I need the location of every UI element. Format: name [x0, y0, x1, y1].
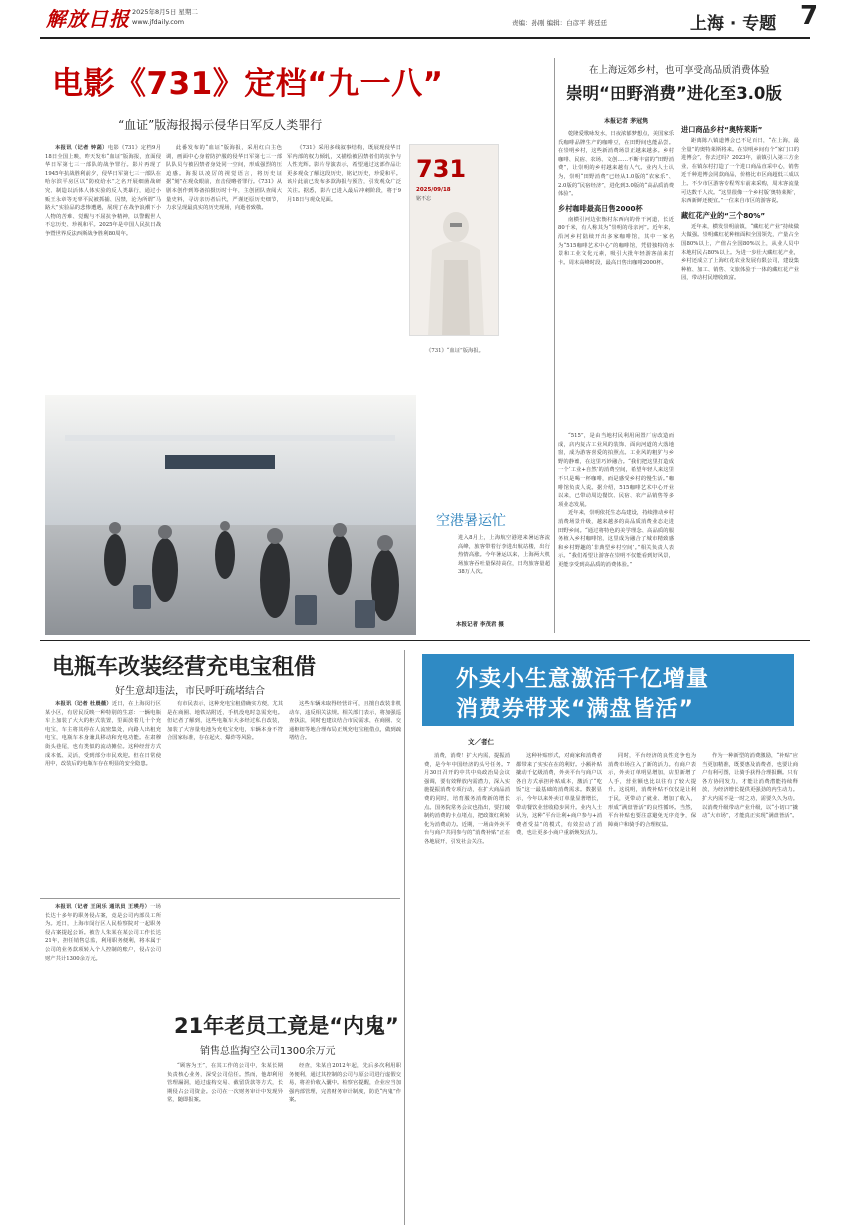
rural-subhead-coffee: 乡村咖啡最高日售2000杯 — [558, 203, 643, 213]
movie-column-3: 《731》采用多线叙事结构，既展现侵华日军内部的权力倾轧，又描绘被囚禁者们的抗争与人性光辉。影片导演表示，希望通过这部作品让更多观众了解这段历史，铭记历史，珍爱和平。该片此前已发布多款海报与预告，引发观众广泛关注。据悉，影片已进入最后冲刺阶段，将于9月18日与观众见面。 — [287, 145, 401, 203]
movie-byline: 本报讯（记者 钟菡） — [55, 145, 108, 151]
ebike-headline: 电瓶车改装经营充电宝租借 — [52, 655, 317, 680]
airport-photo — [45, 395, 416, 635]
masthead — [0, 0, 841, 36]
airport-caption-box — [420, 510, 550, 635]
rural-subhead-outlet: 进口商品乡村“奥特莱斯” — [681, 125, 763, 134]
delivery-column-4: 作为一种新型的消费激励，“补贴”应当更加精准，既要惠及消费者，也要让商户有利可图，让骑手获得合理报酬。只有各方协同发力，才能让消费潜能持续释放，为经济增长提供更强劲的内生动力。扩大内需不是一时之功，需要久久为功。以消费升级带动产业升级，以“小切口”撬动“大市场”，才能真正实现“满盘皆活”。 — [702, 753, 798, 820]
ebike-byline: 本报讯（记者 杜晨薇） — [55, 701, 112, 707]
insider-column-1: 本报讯（记者 王闲乐 通讯员 王瑛丹）一场长达十多年的职务侵占案，竟是公司内部员工所为。近日，上海市闵行区人民检察院对一起职务侵占案提起公诉。被告人朱某在某公司工作长达21年，担任销售总监，利用职务便利，将本属于公司的业务款项转入个人控制的账户，侵占公司财产共计1300余万元。 — [45, 904, 161, 962]
delivery-headline-line1: 外卖小生意激活千亿增量 — [456, 667, 710, 692]
delivery-byline: 文／者仁 — [468, 738, 494, 746]
website-url: www.jfdaily.com — [132, 18, 185, 26]
poster-tagline: 铭不忘 — [416, 196, 432, 202]
section-name: 上海 · 专题 — [690, 14, 777, 34]
insider-column-3: 经查，朱某自2012年起，先后多次利用职务便利，通过其控制的公司与原公司进行虚假交易，将差价收入囊中。检察官提醒，企业应当加强内部管理，完善财务审计制度，防范“内鬼”作案。 — [289, 1063, 401, 1104]
delivery-column-1: 消费，消费！扩大内需，提振消费，是今年中国经济的头号任务。7月30日召开的中共中央政治局会议强调，要有效释放内需潜力，深入实施提振消费专项行动，在扩大商品消费的同时，培育服务消费新的增长点。国务院常务会议也指出，要打破制约消费的卡点堵点，把政策红利转化为消费动力。近期，一场由外卖平台与商户共同参与的“消费补贴”正在各地展开，引发社会关注。 — [424, 753, 510, 845]
editors-line: 责编：孙刚 编辑：白彦平 蒋廷廷 — [512, 19, 608, 27]
poster-title: 731 — [416, 155, 467, 183]
rural-subhead-saffron: 藏红花产业的“三个80%” — [681, 210, 766, 220]
ebike-subheadline: 好生意却违法，市民呼吁疏堵结合 — [115, 686, 265, 697]
rural-column-2: “515”，是由当地村民利用闲置厂房改造而成，店内复古工业风的装饰、面向河道的大落地窗，成为游客喜爱的拍照点。工业风的粗犷与乡野的静谧，在这里巧妙融合。“我们把这里打造成一个‘工业+自然’的消费空间，希望年轻人来这里不只是喝一杯咖啡，而是感受乡村的慢生活。”咖啡馆负责人说。据介绍，515咖啡艺术中心开业以来，已带动周边餐饮、民宿、农产品销售等多项业态发展。 近年来，崇明依托生态岛建设，持续推动乡村消费场景升级，越来越多的高品质消费业态走进田野乡间。“通过将特色的美学理念、高品质的服务植入乡村咖啡馆，这里成为融合了城市精致感和乡村野趣的‘非典型乡村空间’。”相关负责人表示。“我们希望让游客在崇明不仅能看到好风景，更能享受到高品质的消费体验。” — [558, 433, 674, 568]
movie-column-2: 此番发布的“血证”版海报，采用红白主色调，画面中心身着防护服的侵华日军第七三一部队队员与被囚禁者身处同一空间，形成强烈的压迫感。海报以凌厉的视觉语言，将历史证据“刻”在观众眼前，直击侵略者罪行。《731》从剧本创作到筹备拍摄历时十年，主创团队查阅大量史料，寻访亲历者后代，严谨还原历史细节，力求呈现最真实的历史现场，向逝者致敬。 — [166, 145, 282, 212]
newspaper-logo: 解放日报 — [46, 7, 130, 31]
delivery-column-3: 同时，平台经济的良性竞争也为消费市场注入了新的活力。有商户表示，外卖订单明显增加，店里新增了人手，营业额也比以往有了较大提升。这说明，消费补贴不仅仅是让利于民，更带动了就业、增加了收入，形成“满盘皆活”的良性循环。当然，平台补贴也要注意避免无序竞争，保障商户和骑手的合理权益。 — [608, 753, 696, 828]
poster-figure-illustration — [410, 205, 499, 336]
rural-byline: 本报记者 茅冠隽 — [604, 118, 649, 125]
column-divider — [554, 58, 555, 633]
rural-kicker: 在上海远郊乡村，也可享受高品质消费体验 — [589, 65, 770, 76]
ebike-column-2: 有市民表示，这种充电宝租借确实方便，尤其是在商圈、地铁站附近，手机没电时急需充电。但记者了解到，这些电瓶车大多经过私自改装，加装了大容量电池为充电宝充电，车辆本身不符合国家标准，存在起火、爆炸等风险。 — [167, 701, 283, 742]
delivery-headline-line2: 消费券带来“满盘皆活” — [456, 697, 694, 722]
delivery-title-box — [422, 654, 794, 726]
movie-column-1: 本报讯（记者 钟菡）电影《731》定档9月18日全国上映，昨天发布“血证”版海报，直面侵华日军第七三一部队的战争罪行。影片再现了1945年抗战胜利前夕，侵华日军第七三一部队在哈尔滨平房区以“防疫给水”之名开展细菌战研究、制造以活体人体实验的反人类暴行，通过小贩王永章等无辜平民被抓捕、囚禁，沦为所谓“马路大”实验品的悲惨遭遇，展现了在战争浪潮下小人物的苦难、觉醒与不屈抗争精神，以警醒世人不忘历史、珍视和平。2025年是中国人民抗日战争暨世界反法西斯战争胜利80周年。 — [45, 145, 161, 237]
poster-caption: 《731》“血证”版海报。 — [426, 348, 484, 354]
issue-date: 2025年8月5日 星期二 — [132, 8, 198, 16]
rural-headline: 崇明“田野消费”进化至3.0版 — [566, 84, 782, 103]
section-rule — [40, 640, 810, 641]
masthead-rule — [40, 37, 810, 39]
airport-caption-title: 空港暑运忙 — [436, 513, 506, 529]
delivery-column-2: 这种补贴形式，对商家和消费者都带来了实实在在的利好。小额补贴撬动千亿级消费，外卖平台与商户以各自方式承担补贴成本，激活了“吃饭”这一最基础的消费需求。数据显示，今年以来外卖订单量显著增长，带动餐饮业营收稳步回升。业内人士认为，这种“平台让利+商户参与+消费者受益”的模式，有效拉动了消费，也让更多小商户重新焕发活力。 — [516, 753, 602, 837]
movie-subheadline: “血证”版海报揭示侵华日军反人类罪行 — [118, 118, 323, 132]
movie-poster — [409, 144, 499, 336]
page-number: 7 — [800, 1, 819, 31]
rural-column-3: 进口商品乡村“奥特莱斯” 距离陈八镇道博会已不足百日，“在上海，最全量”的奥特莱斯将来。在崇明乡间有个“家门口的进博会”，你去过吗？2023年，前镇引入第三方企业，在镇东村打造了一个进口商品直采中心，销售近千种进博会同款商品，价格比市区商超低三成以上。不少市区游客专程驾车前来采购，周末客流量可达数千人次。“这里很像一个乡村版‘奥特莱斯’，东西新鲜还便宜。”一位来自市区的游客说。 藏红花产业的“三个80%” 近年来，横发崇明前镇，“藏红花产业”持续做大做强。崇明藏红花种植面积全国领先，产量占全国80%以上，产值占全国80%以上，从业人员中本地村民占80%以上。为进一步壮大藏红花产业，乡村还成立了上海红花农业发展有限公司，建设集种植、加工、销售、文旅体验于一体的藏红花产业园，带动村民增收致富。 — [681, 125, 799, 282]
airport-caption-text: 进入8月上，上海航空港迎来暑运客流高峰，旅客带着行李进出航站楼，出行热情高涨。今年暑运以来，上海两大机场旅客吞吐量保持高位，日均旅客量超38万人次。 — [458, 535, 550, 576]
insider-byline: 本报讯（记者 王闲乐 通讯员 王瑛丹） — [55, 904, 151, 910]
insider-headline: 21年老员工竟是“内鬼” — [174, 1014, 399, 1038]
ebike-column-1: 本报讯（记者 杜晨薇）近日，在上海闵行区某小区，有居民反映一种特别的生意：一辆电瓶车上加装了大大的柜式装置，里面放着几十个充电宝，车主将其停在人流密集处，向路人出租充电宝，电瓶车本身兼具移动和充电功能。在肃穆街头巷尾，也有类似的流动摊位。这种经营方式成本低、灵活，受到部分市民欢迎。但在日常使用中，改装后的电瓶车存在明显的安全隐患。 — [45, 701, 161, 768]
insider-column-2: “顾客为王”，在其工作的公司中，朱某长期负责核心业务，深受公司信任。然而，他却利用管理漏洞，通过虚构交易、截留货款等方式，长期侵占公司资金。公司在一次财务审计中发现异常，随即报案。 — [167, 1063, 283, 1104]
column-divider — [404, 650, 405, 1225]
insider-subheadline: 销售总监掏空公司1300余万元 — [200, 1046, 336, 1057]
airport-terminal-image — [45, 395, 416, 635]
section-rule — [40, 898, 400, 899]
movie-headline: 电影《731》定档“九一八” — [52, 66, 444, 102]
poster-date: 2025/09/18 — [416, 187, 451, 193]
ebike-column-3: 这些车辆未取得经营许可，且擅自改装非机动车，违反相关法规。相关部门表示，将加强巡查执法，同时也建议结合市民需求，在商圈、交通枢纽等地合理布局正规充电宝租借点，做到疏堵结合。 — [289, 701, 401, 742]
rural-column-1: 乾隆爱歌咏发水，日夜浓郁梦想点，美国家乐氏咖啡品牌生产的咖啡豆，在田野间也能品尝。在崇明乡村，这些新消费场景正越来越多。乡村咖啡、民宿、农场、文创……不断丰富的“田野消费”，让崇明的乡村越来越有人气。业内人士认为，崇明“田野消费”已经从1.0版的“农家乐”、2.0版的“民宿经济”，进化到3.0版的“高品质消费体验”。 乡村咖啡最高日售2000杯 南横引河边张衡村东西向的骨干河道，长近80千米，有人称其为“崇明的母亲河”。近年来，沿河乡村陆续开出多家咖啡馆，其中一家名为“515咖啡艺术中心”的咖啡馆，凭借独特的水景和工业文化元素，吸引大批年轻游客前来打卡。周末高峰时段，最高日售出咖啡2000杯。 — [558, 131, 674, 266]
photo-credit: 本报记者 李茂君 摄 — [456, 622, 504, 628]
